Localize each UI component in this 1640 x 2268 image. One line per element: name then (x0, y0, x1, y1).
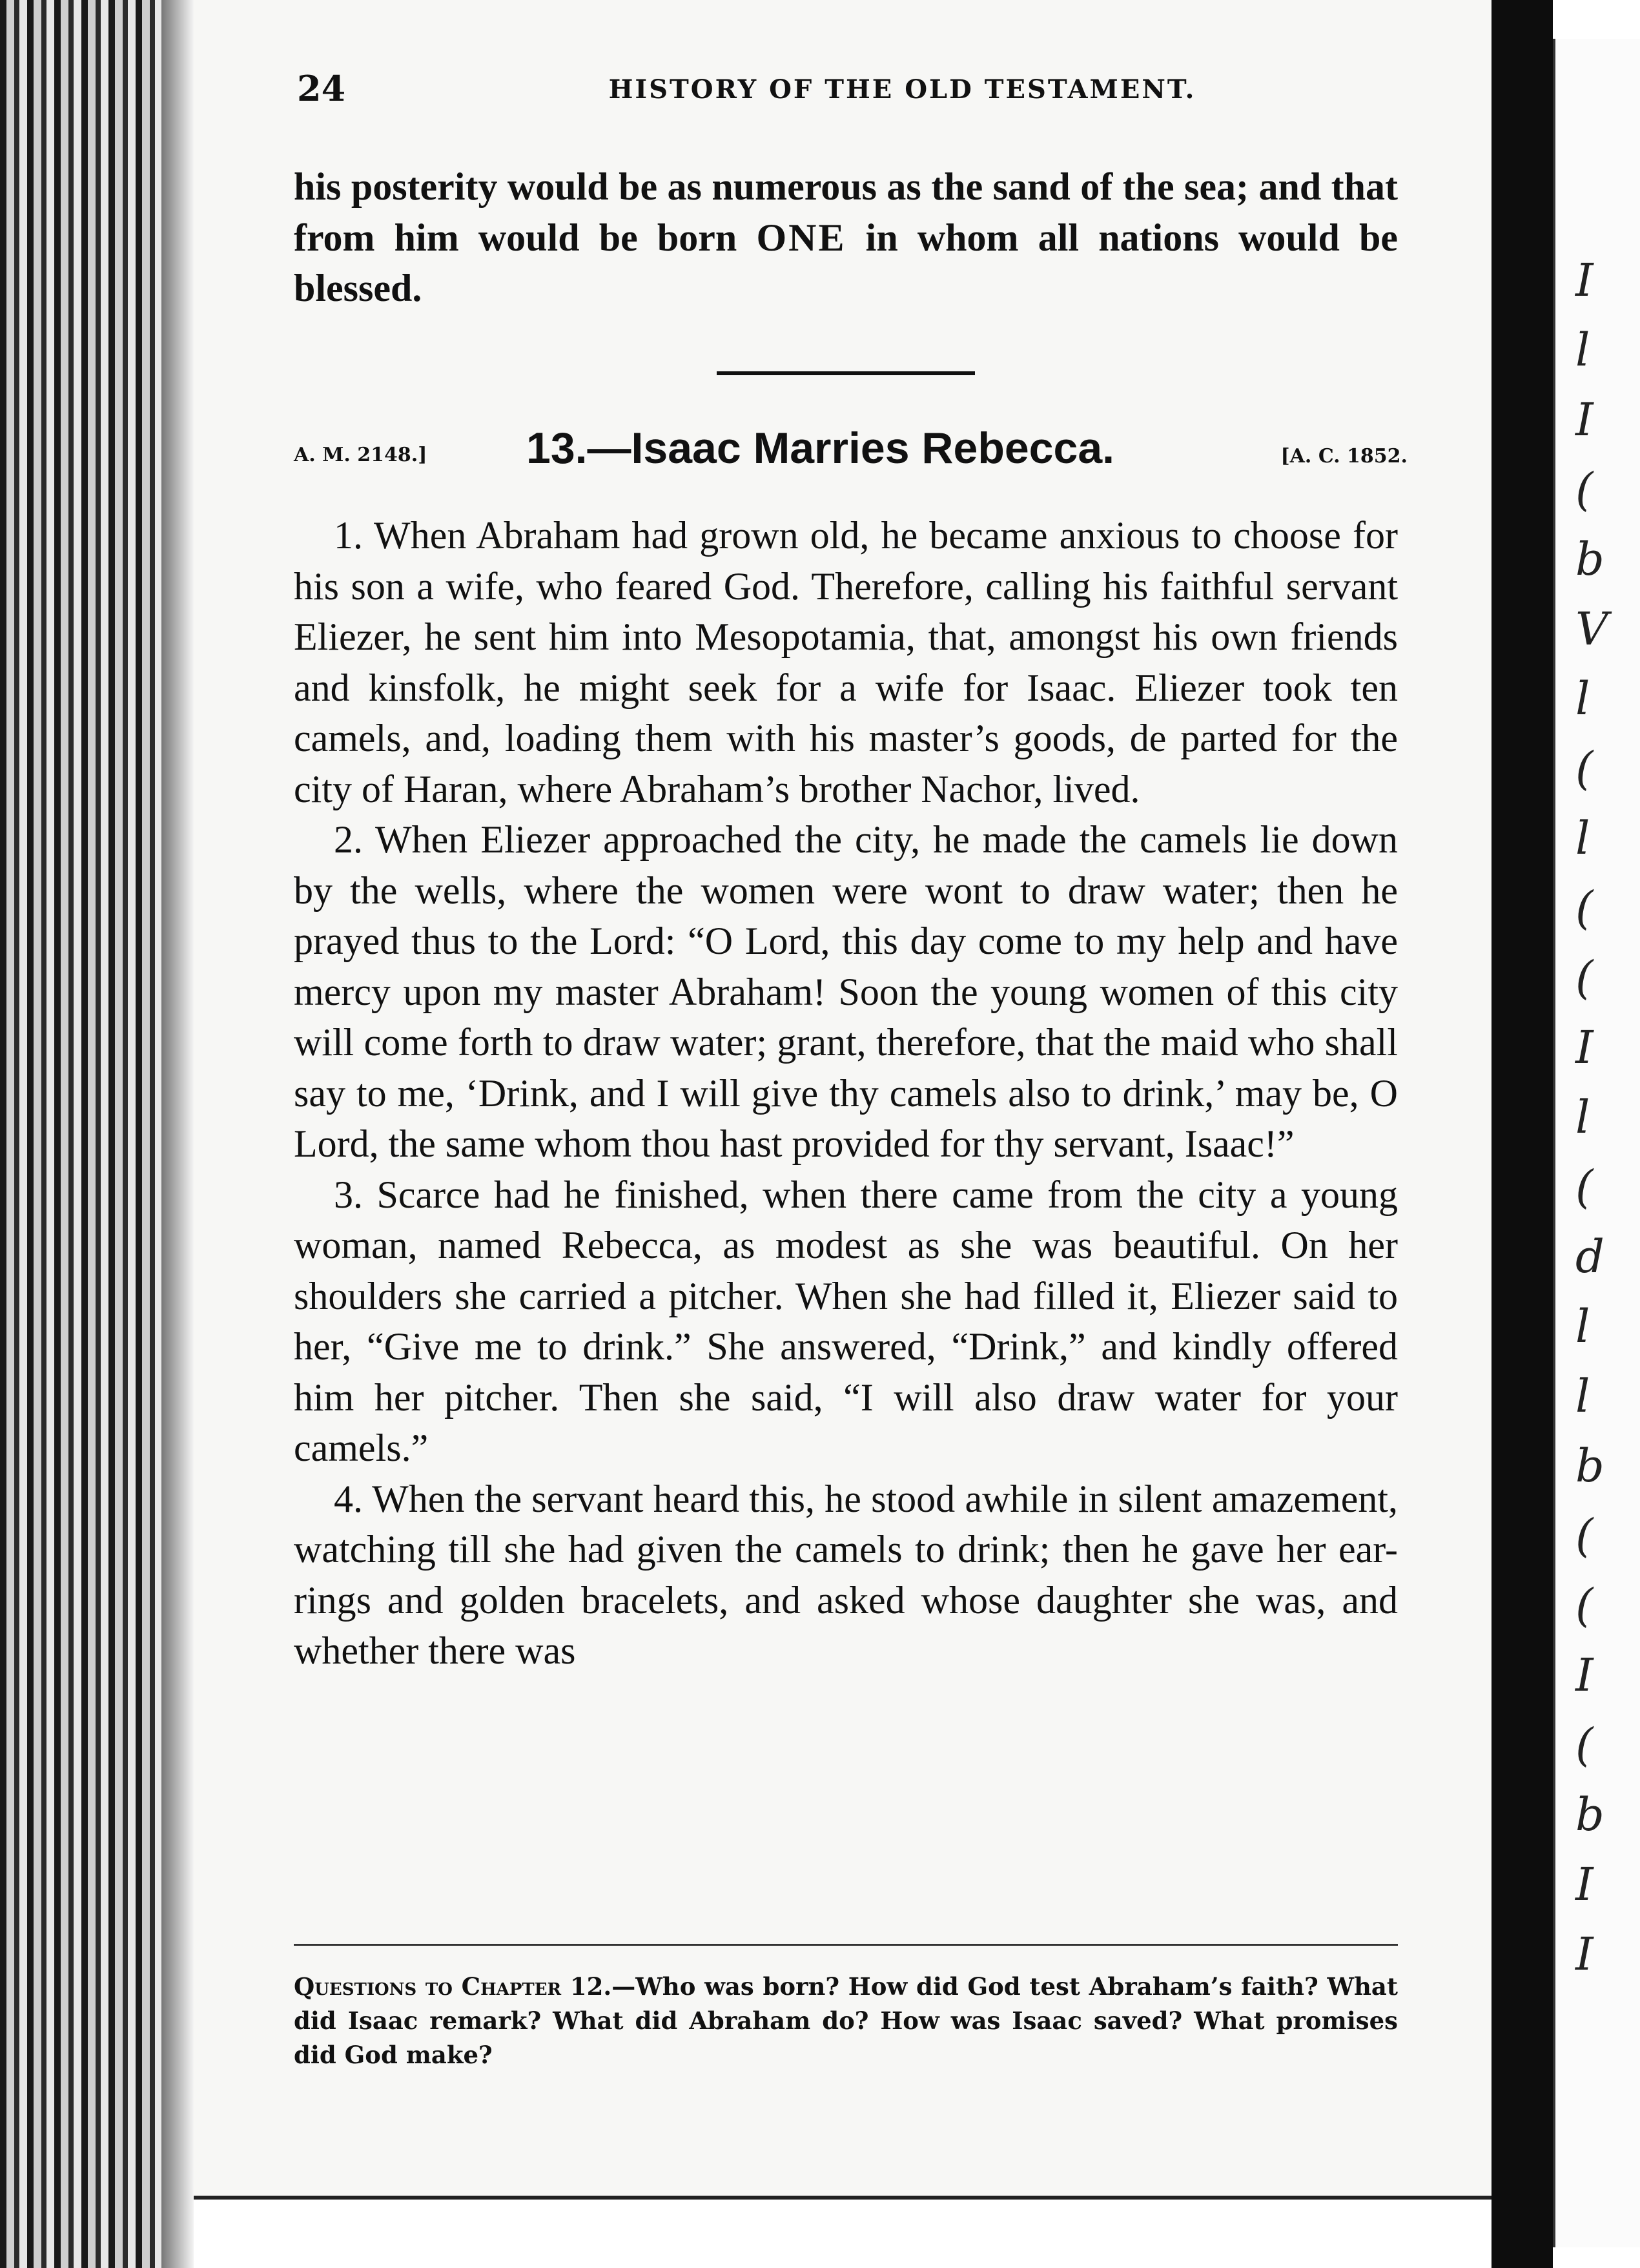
intro-paragraph (294, 161, 1398, 314)
margin-mark: l (1575, 672, 1590, 725)
handwritten-margin-marks (1575, 245, 1640, 1989)
questions-label: Questions to Chapter 12. (294, 1972, 612, 2001)
margin-mark: I (1575, 1928, 1594, 1981)
margin-mark: I (1575, 393, 1594, 446)
margin-mark: ( (1575, 1718, 1594, 1771)
margin-mark: I (1575, 1858, 1594, 1911)
paragraph-3: 3. Scarce had he finished, when there came from the city a young woman, named Rebecca, as modest as she was beautiful. On her shoulders she carried a pitcher. When she had filled it, Eliezer said to her, “Give me to drink.” She answered, “Drink,” and kindly offered him her pitcher. Then she said, “I will also draw water for your camels.” (294, 1173, 1398, 1469)
chapter-heading (294, 423, 1408, 481)
margin-mark: l (1575, 1370, 1590, 1423)
margin-mark: l (1575, 324, 1590, 376)
margin-mark: ( (1575, 463, 1594, 516)
margin-mark: b (1575, 1439, 1604, 1492)
section-divider (717, 371, 975, 375)
book-gutter (1491, 0, 1553, 2268)
questions-text: —Who was born? How did God test Abraham’s faith? What did Isaac remark? What did Abraham do? How was Isaac saved? What promises did God make? (294, 1972, 1398, 2069)
margin-mark: b (1575, 533, 1604, 586)
margin-mark: l (1575, 1091, 1590, 1144)
running-head-title: HISTORY OF THE OLD TESTAMENT. (608, 74, 1196, 105)
margin-mark: d (1575, 1230, 1604, 1283)
page-number: 24 (297, 68, 346, 109)
margin-mark: I (1575, 254, 1594, 307)
margin-mark: V (1575, 603, 1608, 655)
margin-mark: ( (1575, 881, 1594, 934)
margin-mark: I (1575, 1649, 1594, 1702)
margin-mark: ( (1575, 1509, 1594, 1562)
chapter-body (294, 510, 1398, 1676)
page-content (194, 0, 1491, 2196)
chapter-title: 13.—Isaac Marries Rebecca. (526, 424, 1115, 473)
margin-mark: ( (1575, 1160, 1594, 1213)
margin-mark: ( (1575, 1579, 1594, 1632)
margin-mark: ( (1575, 951, 1594, 1004)
paragraph-2: 2. When Eliezer approached the city, he made the camels lie down by the wells, where the women were wont to draw water; then he prayed thus to the Lord: “O Lord, this day come to my help and have mercy upon my master Abraham! Soon the young women of this city will come forth to draw water; grant, therefore, that the maid who shall say to me, ‘Drink, and I will give thy camels also to drink,’ may be, O Lord, the same whom thou hast provided for thy servant, Isaac!” (294, 818, 1398, 1165)
margin-mark: ( (1575, 742, 1594, 795)
intro-text-after: in whom all nations would be blessed. (294, 216, 1398, 309)
footnote-rule (294, 1944, 1398, 1946)
chapter-questions (294, 1970, 1398, 2072)
chapter-year-am: A. M. 2148.] (294, 444, 427, 466)
chapter-year-ac: [A. C. 1852. (1280, 445, 1408, 468)
margin-mark: l (1575, 812, 1590, 865)
intro-emphasis: ONE (756, 216, 846, 259)
margin-mark: I (1575, 1021, 1594, 1074)
book-page-edges (0, 0, 194, 2268)
intro-text-before: his posterity would be as numerous as the sand of the sea; and that from him would be born (294, 165, 1398, 259)
paragraph-1: 1. When Abraham had grown old, he became anxious to choose for his son a wife, who feared God. Therefore, calling his faithful servant Eliezer, he sent him into Mesopotamia, that, amongst his own friends and kinsfolk, he might seek for a wife for Isaac. Eliezer took ten camels, and, loading them with his master’s goods, de parted for the city of Haran, where Abraham’s brother Nachor, lived. (294, 514, 1398, 810)
margin-mark: l (1575, 1300, 1590, 1353)
margin-mark: b (1575, 1788, 1604, 1841)
paragraph-4: 4. When the servant heard this, he stood awhile in silent amazement, watching till she had given the camels to drink; then he gave her ear-rings and golden bracelets, and asked whose daughter she was, and whether there was (294, 1477, 1398, 1672)
running-head (297, 68, 1404, 119)
